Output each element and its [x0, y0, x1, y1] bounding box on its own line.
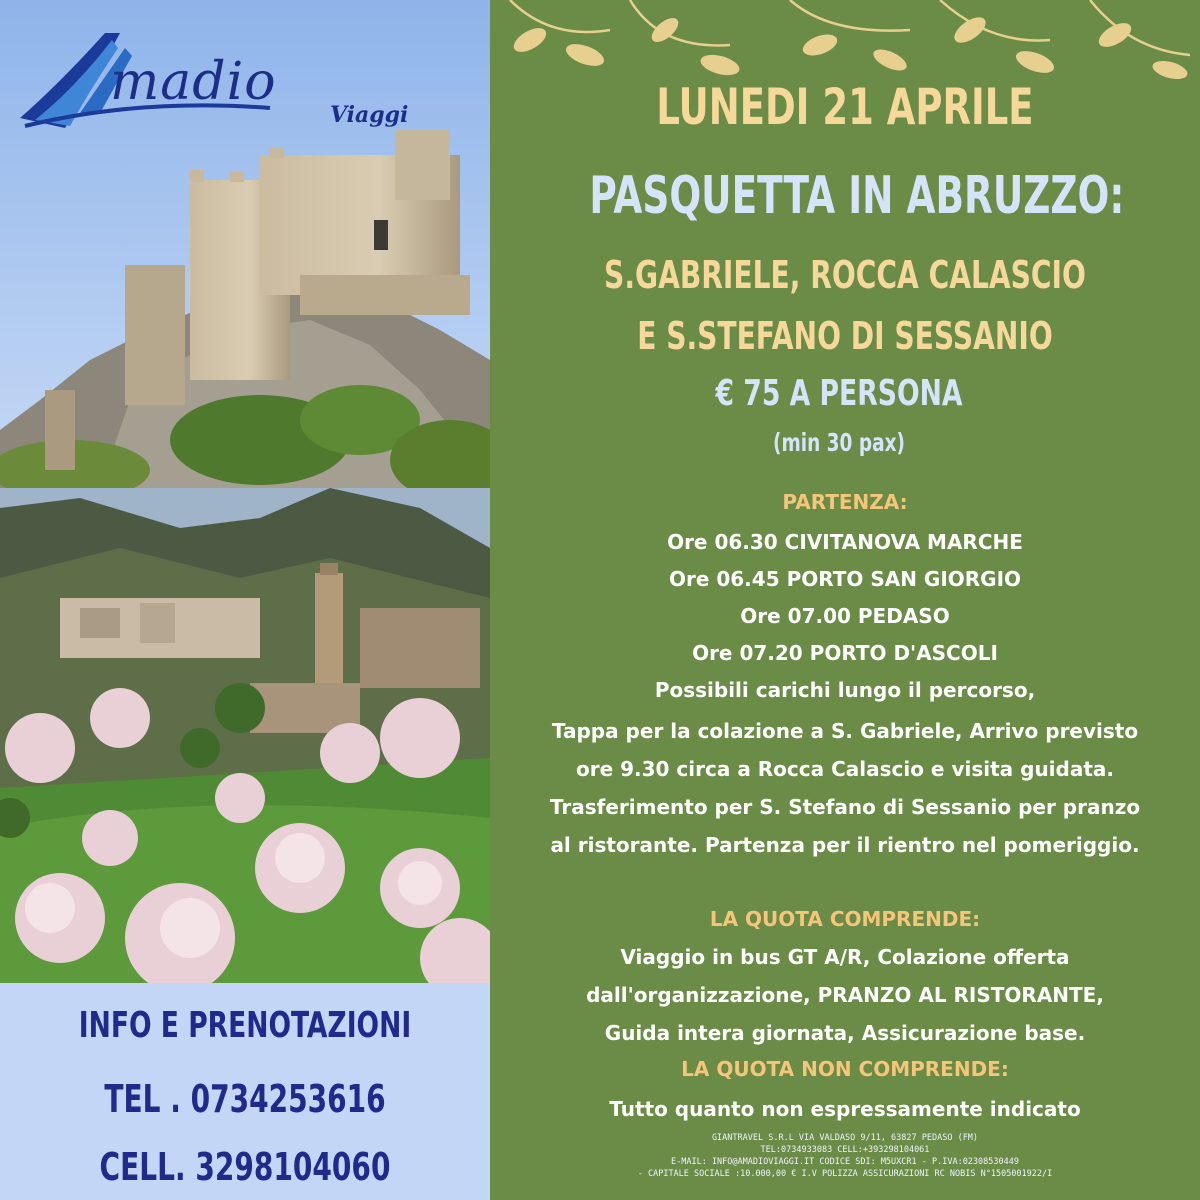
right-column [490, 0, 1200, 1200]
departure-line: Ore 06.30 CIVITANOVA MARCHE [667, 530, 1023, 554]
event-date: LUNEDI 21 APRILE [656, 78, 1034, 136]
minimum-participants: (min 30 pax) [773, 428, 905, 457]
brand-subtitle: Viaggi [330, 102, 409, 128]
includes-line: Guida intera giornata, Assicurazione base. [604, 1021, 1086, 1045]
excludes-line: Tutto quanto non espressamente indicato [609, 1097, 1081, 1121]
departure-line: Ore 06.45 PORTO SAN GIORGIO [668, 567, 1022, 591]
itinerary-line: Tappa per la colazione a S. Gabriele, Arrivo previsto [551, 719, 1139, 743]
contacts-panel [0, 983, 490, 1200]
includes-line: dall'organizzazione, PRANZO AL RISTORANTE, [586, 983, 1104, 1007]
left-column [0, 0, 490, 1200]
event-places-line1: S.GABRIELE, ROCCA CALASCIO [604, 253, 1086, 297]
departure-heading: PARTENZA: [782, 490, 908, 514]
itinerary-line: al ristorante. Partenza per il rientro nel pomeriggio. [550, 833, 1140, 857]
company-footer [490, 1132, 1200, 1180]
footer-line: GIANTRAVEL S.R.L VIA VALDASO 9/11, 63827 PEDASO (FM) [711, 1133, 979, 1143]
itinerary-line: ore 9.30 circa a Rocca Calascio e visita guidata. [575, 757, 1115, 781]
leaf-ornament-icon [490, 0, 1200, 90]
brand-name: madio [110, 52, 277, 112]
includes-heading: LA QUOTA COMPRENDE: [709, 907, 981, 931]
departure-line: Ore 07.00 PEDASO [740, 604, 950, 628]
includes-line: Viaggio in bus GT A/R, Colazione offerta [620, 945, 1070, 969]
info-heading: INFO E PRENOTAZIONI [78, 1005, 412, 1046]
departure-line: Ore 07.20 PORTO D'ASCOLI [692, 641, 998, 665]
itinerary-line: Possibili carichi lungo il percorso, [654, 678, 1036, 702]
footer-line: TEL:0734933083 CELL:+393298104061 [760, 1145, 930, 1155]
itinerary-line: Trasferimento per S. Stefano di Sessanio per pranzo [549, 795, 1141, 819]
phone-number: TEL . 0734253616 [104, 1077, 386, 1121]
event-places-line2: E S.STEFANO DI SESSANIO [637, 314, 1053, 358]
excludes-heading: LA QUOTA NON COMPRENDE: [681, 1057, 1009, 1081]
mobile-number: CELL. 3298104060 [99, 1145, 391, 1189]
village-photo [0, 488, 490, 983]
footer-line: - CAPITALE SOCIALE :10.000,00 € I.V POLIZZA ASSICURAZIONI RC NOBIS N°1505001922/I [637, 1169, 1053, 1179]
event-title: PASQUETTA IN ABRUZZO: [589, 166, 1125, 226]
price: € 75 A PERSONA [715, 373, 963, 414]
footer-line: E-MAIL: INFO@AMADIOVIAGGI.IT CODICE SDI: M5UXCR1 - P.IVA:02308530449 [671, 1157, 1019, 1167]
santo-stefano-image [0, 488, 490, 983]
